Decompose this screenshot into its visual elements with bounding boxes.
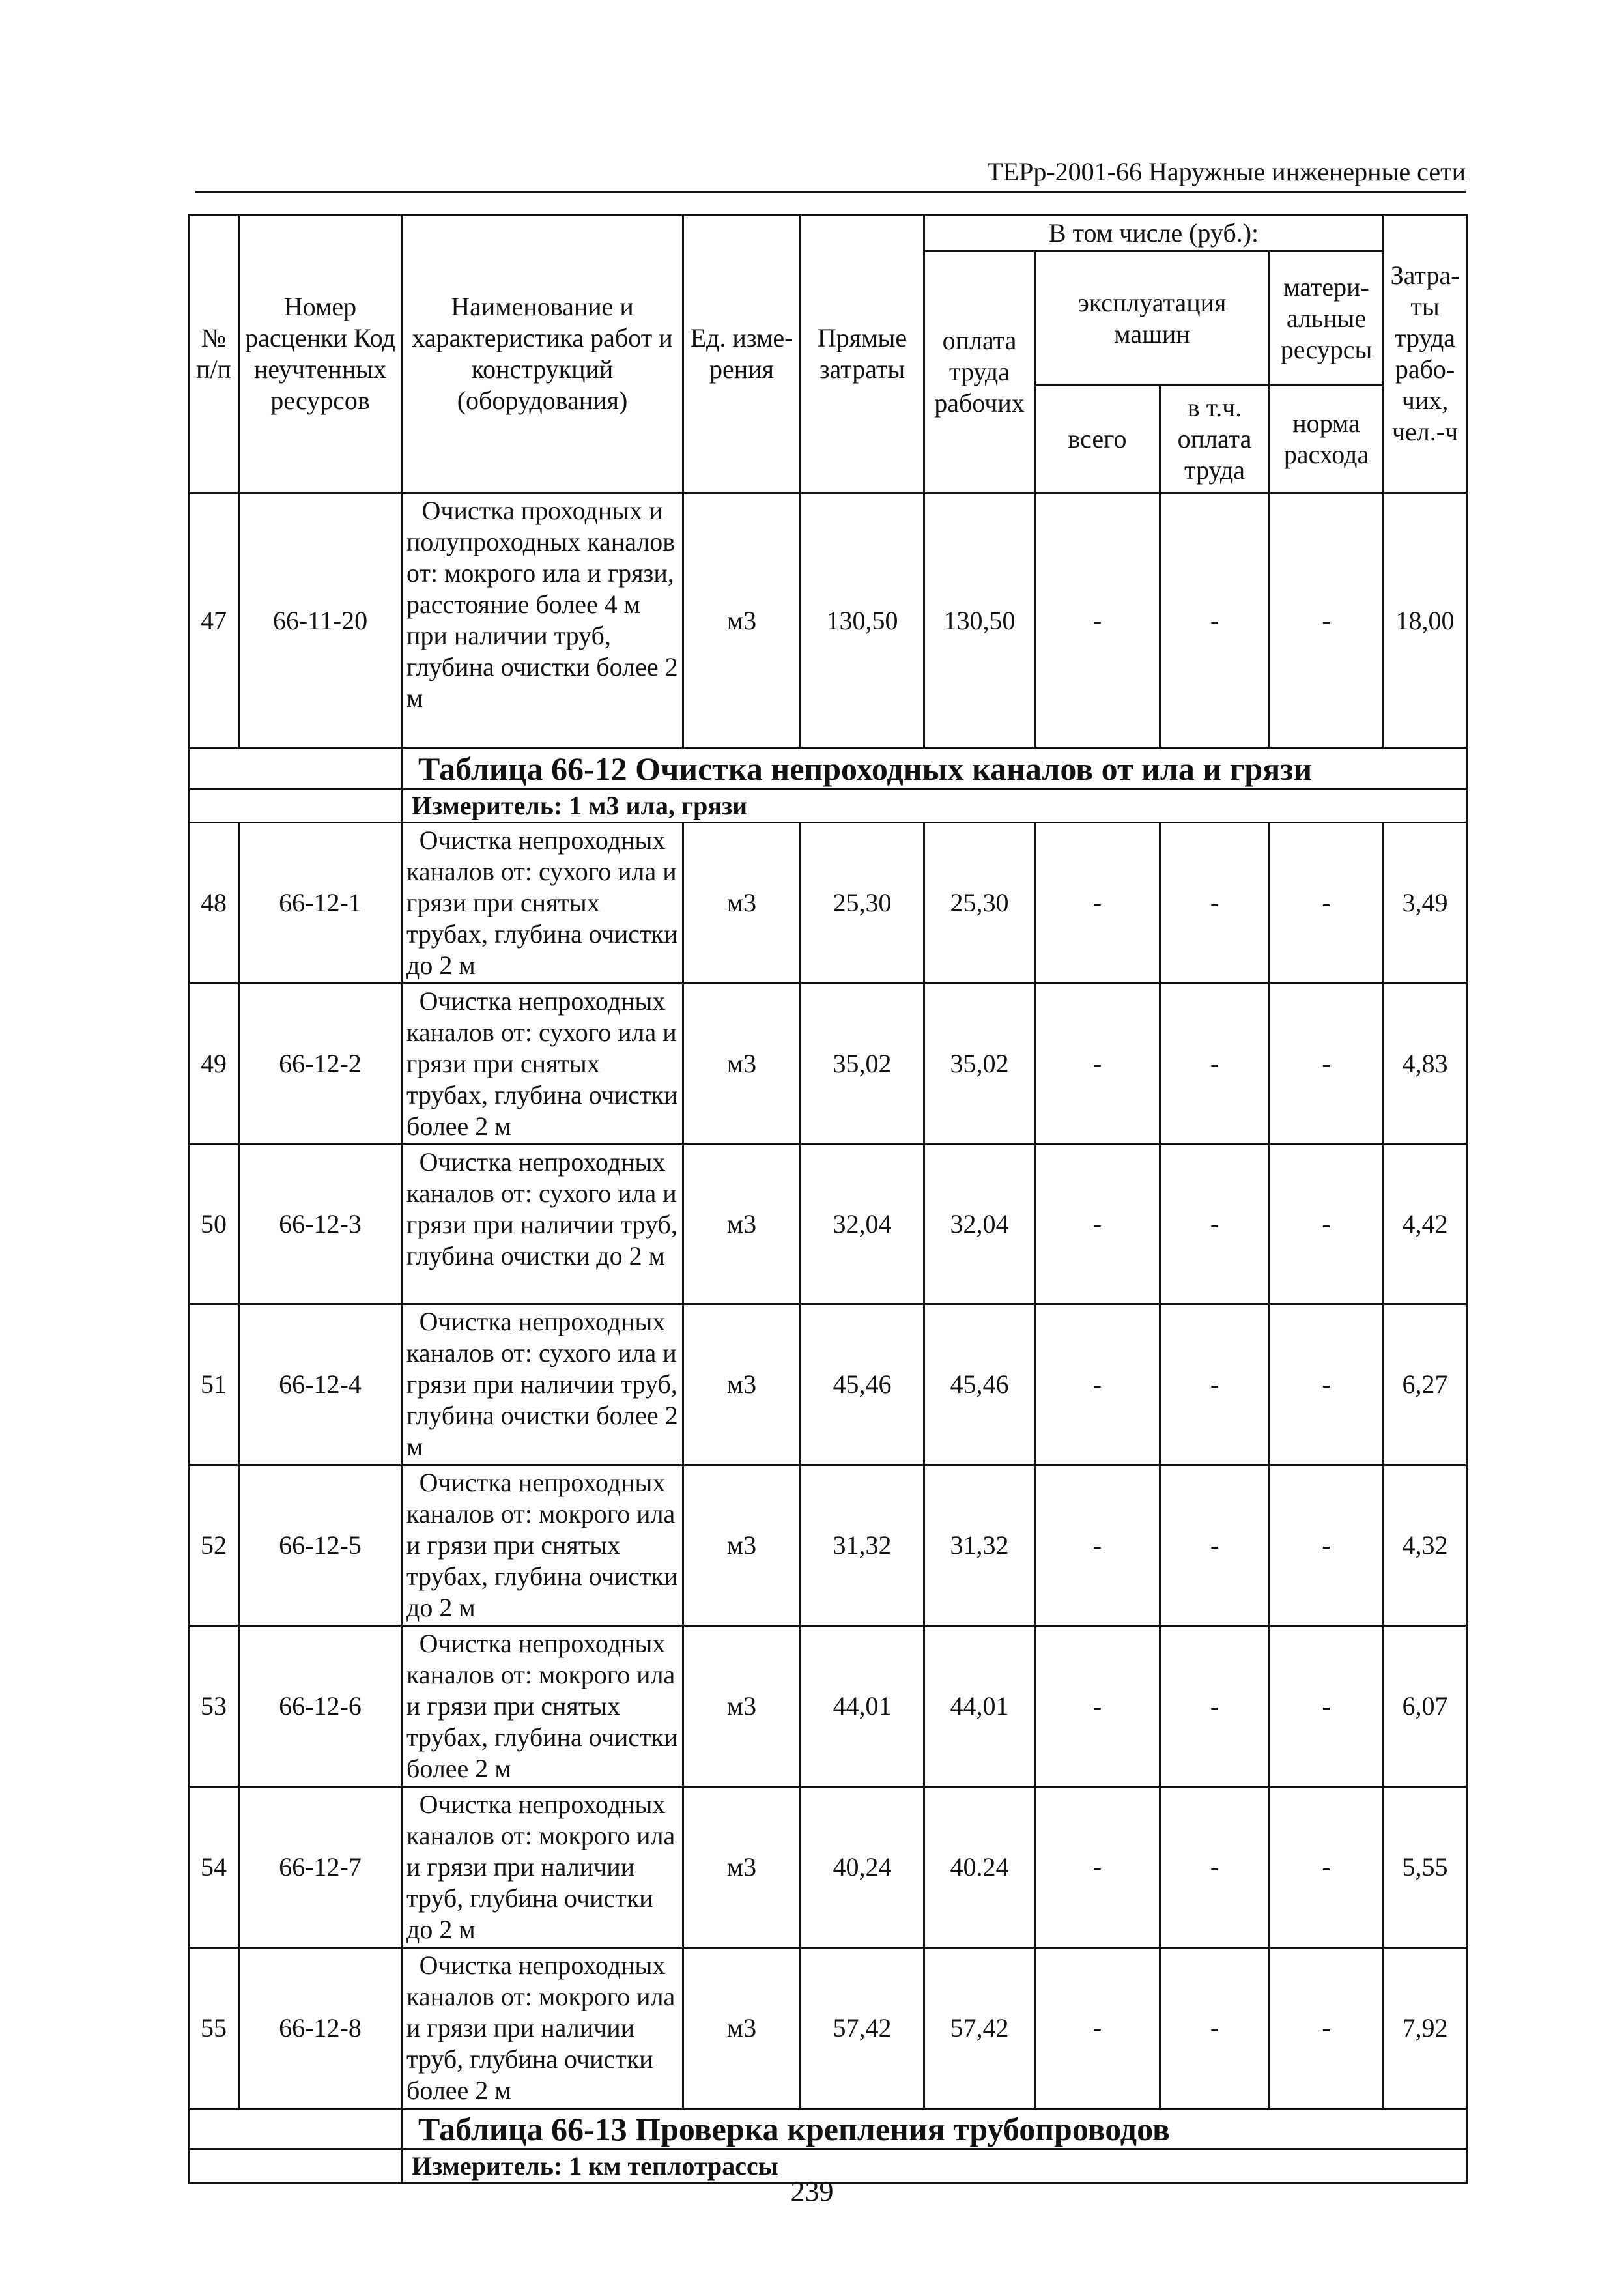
- row-name: [402, 1626, 683, 1787]
- row-num: 53: [189, 1626, 239, 1787]
- row-num: 49: [189, 984, 239, 1145]
- row-labor-pay: 31,32: [924, 1465, 1035, 1626]
- section-title-row: [189, 2109, 1467, 2149]
- row-unit: м3: [683, 1304, 801, 1465]
- row-machines-total: -: [1035, 493, 1160, 749]
- section-measure: Измеритель: 1 м3 ила, грязи: [402, 789, 1467, 823]
- table-row: [189, 1787, 1467, 1948]
- row-unit: м3: [683, 493, 801, 749]
- row-name: [402, 823, 683, 984]
- row-code: 66-12-6: [239, 1626, 402, 1787]
- row-machines-total: -: [1035, 1304, 1160, 1465]
- row-labor-cost: 7,92: [1384, 1948, 1467, 2109]
- row-labor-cost: 18,00: [1384, 493, 1467, 749]
- row-name-rest: каналов от: сухого ила и грязи при наличии труб, глубина очистки более 2 м: [406, 1338, 678, 1461]
- row-labor-cost: 4,83: [1384, 984, 1467, 1145]
- row-name-rest: каналов от: мокрого ила и грязи при наличии труб, глубина очистки более 2 м: [406, 1982, 676, 2105]
- row-direct: 57,42: [801, 1948, 924, 2109]
- row-machines-labor: -: [1160, 493, 1270, 749]
- row-machines-labor: -: [1160, 1304, 1270, 1465]
- header-materials: матери- альные ресурсы: [1270, 251, 1384, 386]
- row-materials: -: [1270, 984, 1384, 1145]
- row-name: [402, 1787, 683, 1948]
- running-header: ТЕРр-2001-66 Наружные инженерные сети: [987, 157, 1466, 186]
- row-materials: -: [1270, 823, 1384, 984]
- rates-table: [188, 214, 1468, 2184]
- row-name: [402, 1145, 683, 1304]
- row-labor-pay: 32,04: [924, 1145, 1035, 1304]
- table-row: [189, 823, 1467, 984]
- table-row: [189, 1465, 1467, 1626]
- row-name-rest: каналов от: мокрого ила и грязи при наличии труб, глубина очистки до 2 м: [406, 1821, 676, 1944]
- row-machines-labor: -: [1160, 823, 1270, 984]
- header-machines-labor: в т.ч. оплата труда: [1160, 386, 1270, 493]
- row-code: 66-12-7: [239, 1787, 402, 1948]
- row-direct: 45,46: [801, 1304, 924, 1465]
- table-row: [189, 1626, 1467, 1787]
- row-code: 66-12-3: [239, 1145, 402, 1304]
- header-including: В том числе (руб.):: [924, 215, 1384, 251]
- row-num: 51: [189, 1304, 239, 1465]
- section-title: Таблица 66-13 Проверка крепления трубопроводов: [402, 2109, 1467, 2149]
- row-machines-total: -: [1035, 1465, 1160, 1626]
- row-name-first: Очистка непроходных: [419, 1147, 666, 1177]
- row-labor-pay: 130,50: [924, 493, 1035, 749]
- row-num: 52: [189, 1465, 239, 1626]
- row-direct: 32,04: [801, 1145, 924, 1304]
- row-materials: -: [1270, 1626, 1384, 1787]
- row-name-first: Очистка непроходных: [419, 1951, 666, 1980]
- section-spacer: [189, 2109, 402, 2149]
- row-materials: -: [1270, 493, 1384, 749]
- header-machines-total: всего: [1035, 386, 1160, 493]
- row-name-first: Очистка непроходных: [419, 1629, 666, 1658]
- row-name-rest: каналов от: мокрого ила и грязи при снятых трубах, глубина очистки более 2 м: [406, 1660, 678, 1783]
- row-unit: м3: [683, 823, 801, 984]
- row-name-first: Очистка непроходных: [419, 1790, 666, 1819]
- row-machines-labor: -: [1160, 1787, 1270, 1948]
- row-code: 66-12-5: [239, 1465, 402, 1626]
- row-code: 66-12-8: [239, 1948, 402, 2109]
- row-materials: -: [1270, 1145, 1384, 1304]
- row-machines-labor: -: [1160, 984, 1270, 1145]
- row-labor-cost: 4,42: [1384, 1145, 1467, 1304]
- header-code: Номер расценки Код неучтенных ресурсов: [239, 215, 402, 493]
- header-direct: Прямые затраты: [801, 215, 924, 493]
- table-row: [189, 984, 1467, 1145]
- table-row: [189, 493, 1467, 749]
- row-direct: 31,32: [801, 1465, 924, 1626]
- row-unit: м3: [683, 1465, 801, 1626]
- table-row: [189, 1145, 1467, 1304]
- header-materials-norm: норма расхода: [1270, 386, 1384, 493]
- row-labor-pay: 35,02: [924, 984, 1035, 1145]
- row-labor-pay: 40.24: [924, 1787, 1035, 1948]
- row-direct: 25,30: [801, 823, 924, 984]
- row-labor-cost: 3,49: [1384, 823, 1467, 984]
- row-name-rest: каналов от: сухого ила и грязи при снятых трубах, глубина очистки до 2 м: [406, 857, 678, 980]
- row-name-rest: каналов от: сухого ила и грязи при снятых трубах, глубина очистки более 2 м: [406, 1018, 678, 1141]
- row-name: [402, 493, 683, 749]
- table-row: [189, 1948, 1467, 2109]
- row-num: 55: [189, 1948, 239, 2109]
- table-row: [189, 1304, 1467, 1465]
- row-labor-pay: 25,30: [924, 823, 1035, 984]
- row-direct: 35,02: [801, 984, 924, 1145]
- row-unit: м3: [683, 1948, 801, 2109]
- row-direct: 130,50: [801, 493, 924, 749]
- row-machines-total: -: [1035, 1948, 1160, 2109]
- row-name-rest: каналов от: мокрого ила и грязи при снятых трубах, глубина очистки до 2 м: [406, 1499, 678, 1622]
- row-code: 66-12-4: [239, 1304, 402, 1465]
- row-name-first: Очистка непроходных: [419, 986, 666, 1016]
- section-title-row: [189, 749, 1467, 789]
- header-machines: эксплуатация машин: [1035, 251, 1270, 386]
- row-materials: -: [1270, 1465, 1384, 1626]
- row-code: 66-11-20: [239, 493, 402, 749]
- row-code: 66-12-1: [239, 823, 402, 984]
- row-labor-cost: 6,27: [1384, 1304, 1467, 1465]
- row-name: [402, 1948, 683, 2109]
- row-name: [402, 1465, 683, 1626]
- row-name-first: Очистка непроходных: [419, 1307, 666, 1336]
- section-measure: Измеритель: 1 км теплотрассы: [402, 2149, 1467, 2183]
- row-machines-total: -: [1035, 1787, 1160, 1948]
- row-num: 50: [189, 1145, 239, 1304]
- header-unit: Ед. изме- рения: [683, 215, 801, 493]
- header-labor-pay: оплата труда рабочих: [924, 251, 1035, 493]
- row-machines-labor: -: [1160, 1626, 1270, 1787]
- section-spacer: [189, 789, 402, 823]
- row-labor-pay: 44,01: [924, 1626, 1035, 1787]
- row-name-first: Очистка непроходных: [419, 1468, 666, 1497]
- row-direct: 44,01: [801, 1626, 924, 1787]
- row-materials: -: [1270, 1304, 1384, 1465]
- row-name: [402, 1304, 683, 1465]
- header-num: № п/п: [189, 215, 239, 493]
- row-name: [402, 984, 683, 1145]
- row-labor-cost: 4,32: [1384, 1465, 1467, 1626]
- row-machines-total: -: [1035, 823, 1160, 984]
- header-rule: [195, 191, 1466, 193]
- section-title: Таблица 66-12 Очистка непроходных каналов от ила и грязи: [402, 749, 1467, 789]
- row-machines-total: -: [1035, 984, 1160, 1145]
- row-machines-total: -: [1035, 1145, 1160, 1304]
- row-name-rest: полупроходных каналов от: мокрого ила и грязи, расстояние более 4 м при наличии труб, глубина очистки более 2 м: [406, 527, 678, 713]
- row-labor-pay: 45,46: [924, 1304, 1035, 1465]
- row-num: 47: [189, 493, 239, 749]
- row-unit: м3: [683, 1626, 801, 1787]
- row-name-first: Очистка непроходных: [419, 825, 666, 855]
- row-machines-labor: -: [1160, 1948, 1270, 2109]
- row-machines-labor: -: [1160, 1465, 1270, 1626]
- row-materials: -: [1270, 1787, 1384, 1948]
- row-machines-labor: -: [1160, 1145, 1270, 1304]
- row-num: 54: [189, 1787, 239, 1948]
- row-machines-total: -: [1035, 1626, 1160, 1787]
- page-number: 239: [790, 2175, 834, 2207]
- row-materials: -: [1270, 1948, 1384, 2109]
- row-unit: м3: [683, 984, 801, 1145]
- header-labor-cost: Затра- ты труда рабо- чих, чел.-ч: [1384, 215, 1467, 493]
- row-code: 66-12-2: [239, 984, 402, 1145]
- row-name-first: Очистка проходных и: [421, 496, 663, 525]
- row-num: 48: [189, 823, 239, 984]
- row-unit: м3: [683, 1787, 801, 1948]
- section-measure-row: [189, 789, 1467, 823]
- section-spacer: [189, 749, 402, 789]
- row-labor-cost: 5,55: [1384, 1787, 1467, 1948]
- row-direct: 40,24: [801, 1787, 924, 1948]
- row-labor-pay: 57,42: [924, 1948, 1035, 2109]
- row-unit: м3: [683, 1145, 801, 1304]
- row-name-rest: каналов от: сухого ила и грязи при наличии труб, глубина очистки до 2 м: [406, 1179, 677, 1270]
- header-name: Наименование и характеристика работ и конструкций (оборудования): [402, 215, 683, 493]
- row-labor-cost: 6,07: [1384, 1626, 1467, 1787]
